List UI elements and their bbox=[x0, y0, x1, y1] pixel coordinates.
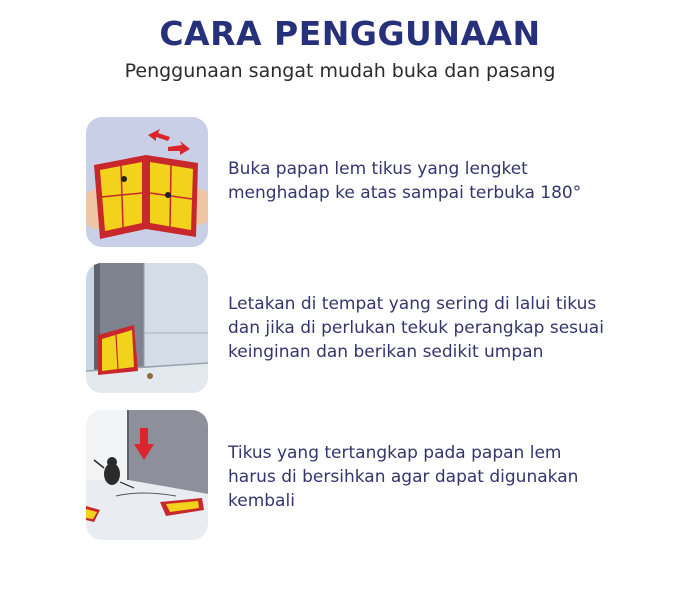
page-subtitle: Penggunaan sangat mudah buka dan pasang bbox=[124, 60, 556, 82]
open-glue-board-illustration bbox=[86, 117, 208, 247]
place-glue-trap-corner-illustration bbox=[86, 263, 208, 393]
step-1-text: Buka papan lem tikus yang lengket menghadap ke atas sampai terbuka 180° bbox=[228, 159, 582, 203]
step-2-text: Letakan di tempat yang sering di lalui tikus dan jika di perlukan tekuk perangkap sesuai keinginan dan berikan sedikit umpan bbox=[228, 294, 604, 362]
page-title: CARA PENGGUNAAN bbox=[159, 14, 541, 53]
step-3-text: Tikus yang tertangkap pada papan lem harus di bersihkan agar dapat digunakan kembali bbox=[228, 443, 579, 511]
caught-mouse-illustration bbox=[86, 410, 208, 540]
